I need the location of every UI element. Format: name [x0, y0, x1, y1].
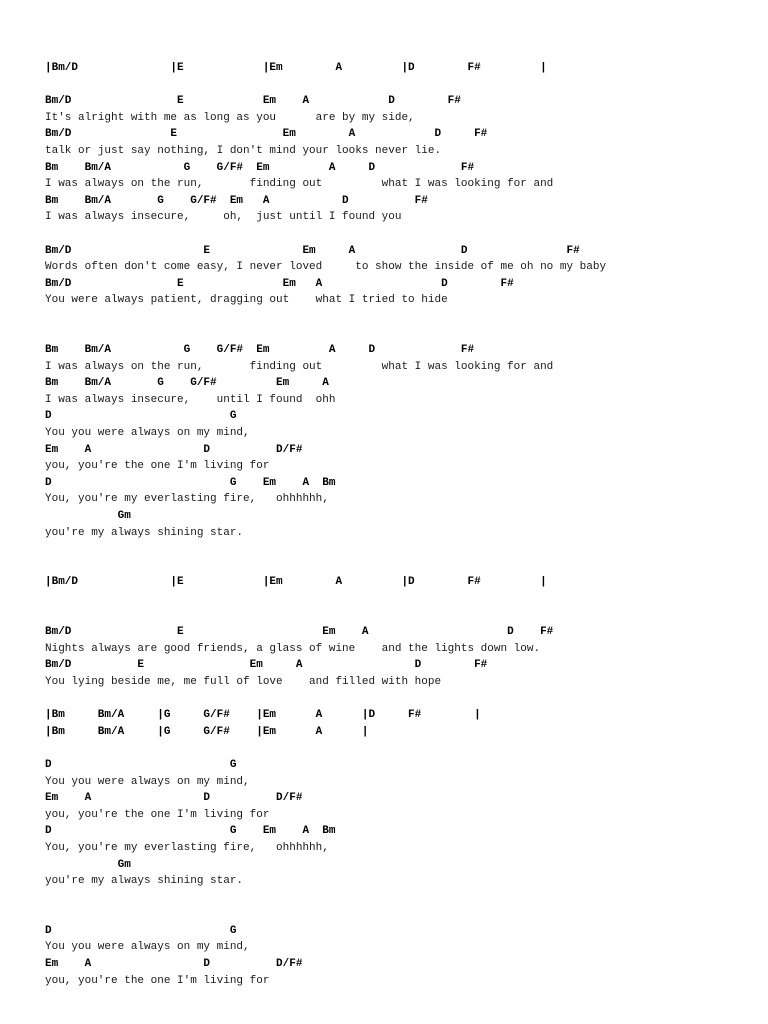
lyric-line: It's alright with me as long as you are by my side,	[45, 111, 415, 124]
chord-line: D G	[45, 410, 237, 423]
blank-line	[45, 906, 745, 923]
chord-line: Bm Bm/A G G/F# Em A	[45, 377, 329, 390]
lyric-line: Nights always are good friends, a glass of wine and the lights down low.	[45, 642, 541, 655]
lyric-line: talk or just say nothing, I don't mind your looks never lie.	[45, 144, 442, 157]
blank-line	[45, 309, 745, 326]
chord-line: Bm Bm/A G G/F# Em A D F#	[45, 344, 475, 357]
lyric-line: you, you're the one I'm living for	[45, 460, 270, 473]
lyric-line: You were always patient, dragging out what I tried to hide	[45, 294, 448, 307]
chord-line: Bm/D E Em A D F#	[45, 659, 488, 672]
chord-line: D G	[45, 758, 237, 771]
blank-line	[45, 558, 745, 575]
chord-line: D G Em A Bm	[45, 825, 336, 838]
chord-line: Bm/D E Em A D F#	[45, 128, 488, 141]
chord-line: D G	[45, 924, 237, 937]
blank-line	[45, 591, 745, 608]
lyric-line: You you were always on my mind,	[45, 427, 250, 440]
chord-line: Gm	[45, 510, 131, 523]
lyric-line: I was always on the run, finding out what I was looking for and	[45, 178, 554, 191]
blank-line	[45, 541, 745, 558]
lyric-line: You, you're my everlasting fire, ohhhhhh,	[45, 841, 329, 854]
chord-line: Em A D D/F#	[45, 792, 303, 805]
lyric-line: I was always insecure, oh, just until I found you	[45, 211, 402, 224]
blank-line	[45, 740, 745, 757]
chord-line: Bm/D E Em A D F#	[45, 244, 580, 257]
chord-line: Bm Bm/A G G/F# Em A D F#	[45, 194, 428, 207]
chord-line: Em A D D/F#	[45, 443, 303, 456]
blank-line	[45, 226, 745, 243]
chord-line: Bm/D E Em A D F#	[45, 277, 514, 290]
chord-line: Gm	[45, 858, 131, 871]
lyric-line: Words often don't come easy, I never loved to show the inside of me oh no my baby	[45, 261, 607, 274]
lyric-line: you, you're the one I'm living for	[45, 974, 270, 987]
blank-line	[45, 691, 745, 708]
blank-line	[45, 77, 745, 94]
chord-line: Em A D D/F#	[45, 958, 303, 971]
chord-line: |Bm/D |E |Em A |D F# |	[45, 62, 547, 74]
chord-line: D G Em A Bm	[45, 476, 336, 489]
chord-line: Bm Bm/A G G/F# Em A D F#	[45, 161, 475, 174]
lyric-line: I was always insecure, until I found ohh	[45, 393, 336, 406]
chord-line: |Bm Bm/A |G G/F# |Em A |	[45, 725, 369, 738]
lyric-line: I was always on the run, finding out what I was looking for and	[45, 360, 554, 373]
chord-line: Bm/D E Em A D F#	[45, 626, 554, 639]
lyric-line: You you were always on my mind,	[45, 775, 250, 788]
chord-line: Bm/D E Em A D F#	[45, 95, 461, 108]
lyric-line: You you were always on my mind,	[45, 941, 250, 954]
lyric-line: You, you're my everlasting fire, ohhhhhh,	[45, 493, 329, 506]
chord-line: |Bm Bm/A |G G/F# |Em A |D F# |	[45, 709, 481, 722]
blank-line	[45, 608, 745, 625]
lyric-line: you, you're the one I'm living for	[45, 808, 270, 821]
chord-sheet	[45, 60, 745, 989]
blank-line	[45, 326, 745, 343]
chord-line: |Bm/D |E |Em A |D F# |	[45, 576, 547, 589]
blank-line	[45, 890, 745, 907]
lyric-line: You lying beside me, me full of love and filled with hope	[45, 675, 442, 688]
lyric-line: you're my always shining star.	[45, 526, 244, 539]
lyric-line: you're my always shining star.	[45, 875, 244, 888]
